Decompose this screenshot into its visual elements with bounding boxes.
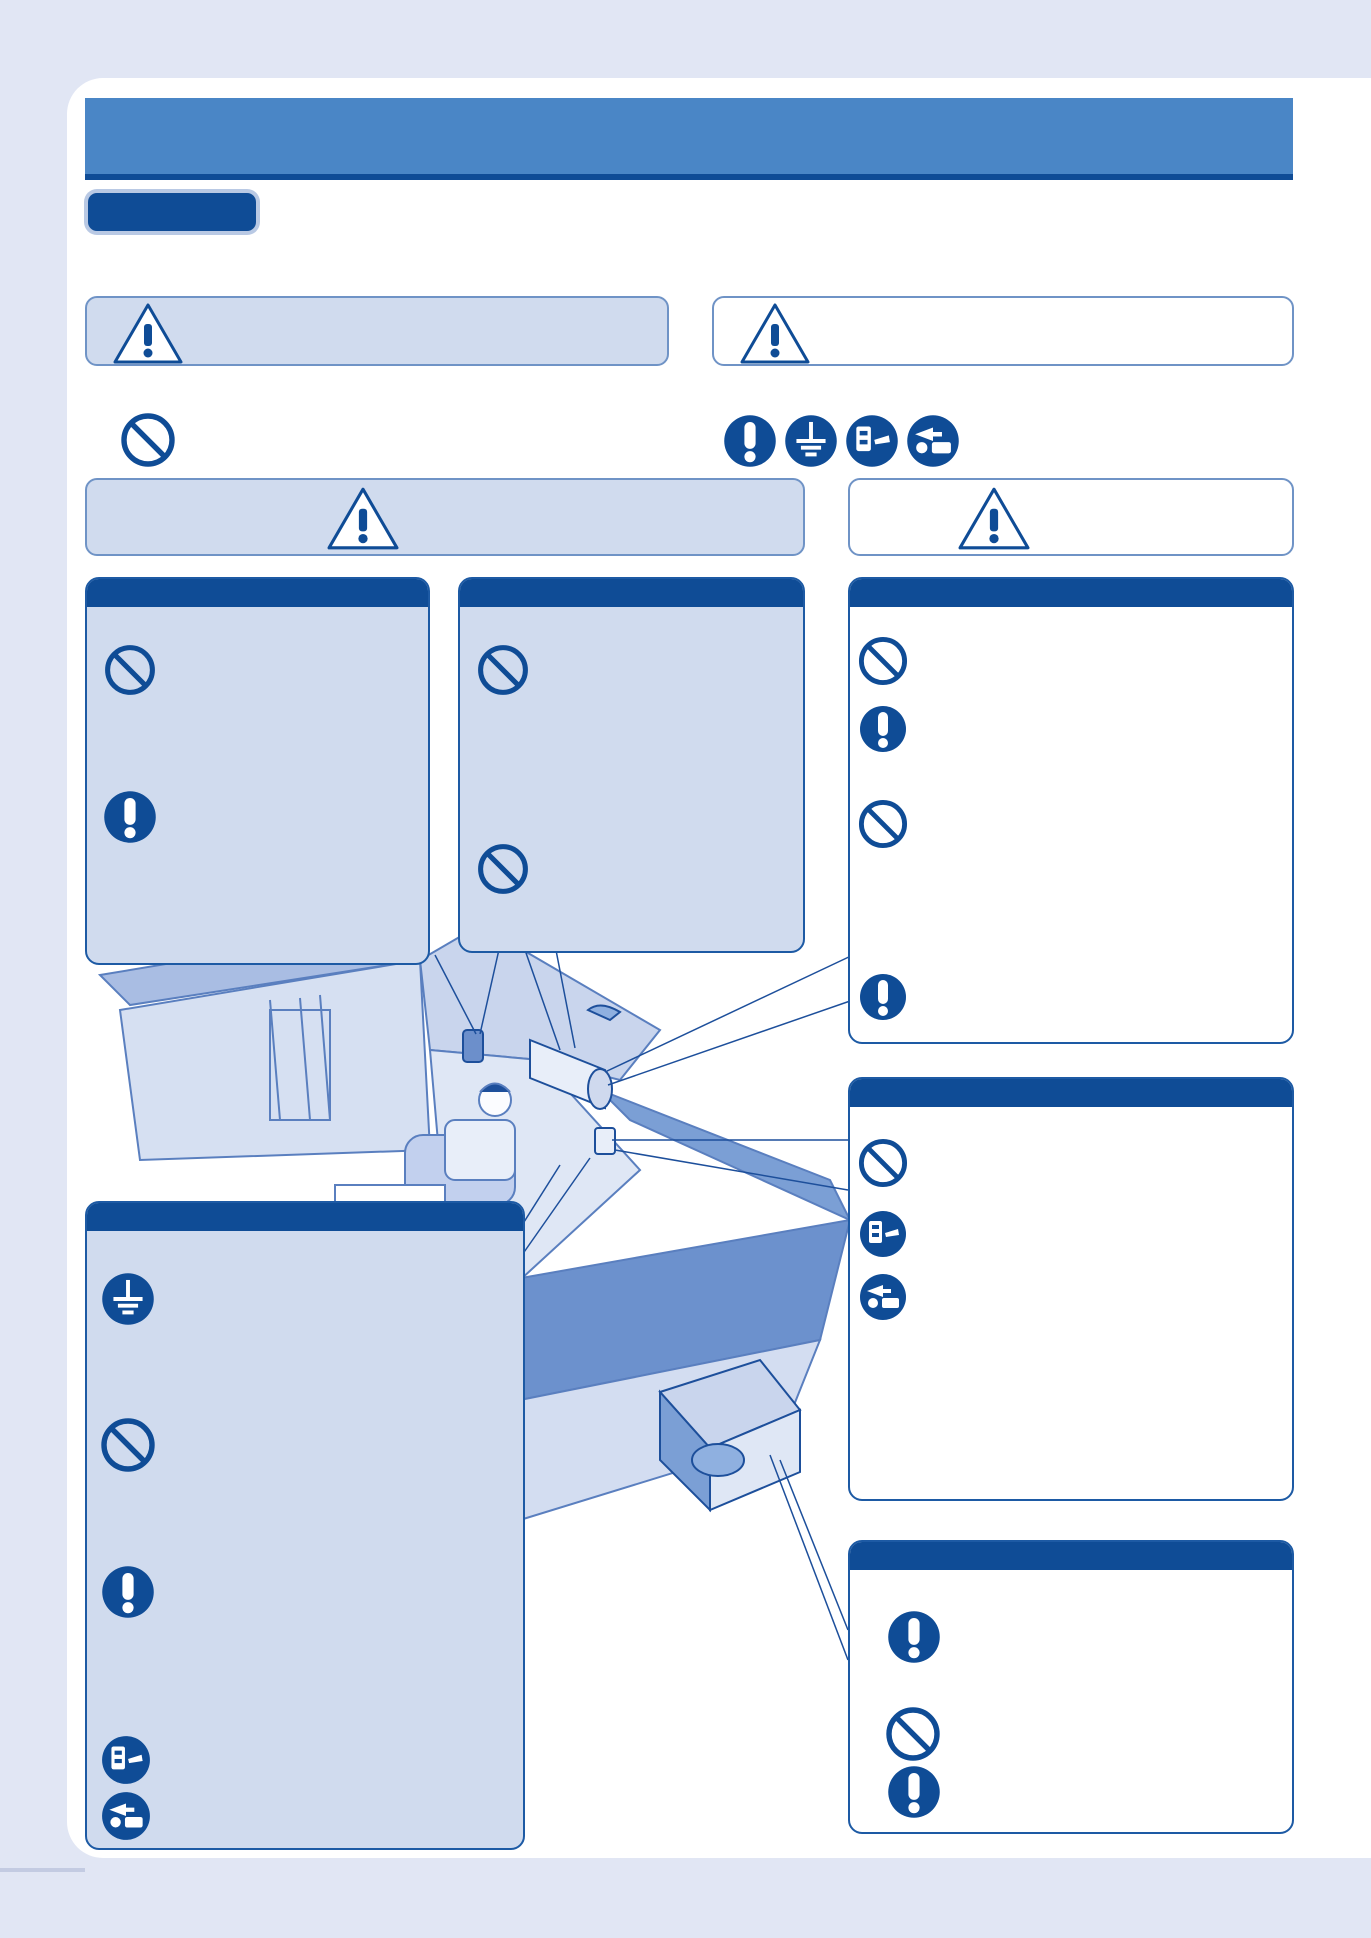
remote-illustration: [463, 1030, 483, 1062]
mandatory-icon: [102, 789, 158, 845]
breaker-off-icon: [100, 1790, 152, 1842]
prohibited-icon: [475, 841, 531, 897]
prohibited-icon: [856, 797, 910, 851]
mandatory-icon: [886, 1764, 942, 1820]
prohibited-icon: [883, 1704, 943, 1764]
panel-header: [87, 579, 428, 607]
prohibited-icon: [475, 642, 531, 698]
panel-header: [460, 579, 803, 607]
mandatory-icon: [858, 972, 908, 1022]
mandatory-icon: [100, 1564, 156, 1620]
prohibited-icon: [856, 1136, 910, 1190]
unplug-icon: [100, 1734, 152, 1786]
panel-outdoor-caution: [848, 1077, 1294, 1501]
prohibited-icon: [102, 642, 158, 698]
prohibited-icon: [856, 634, 910, 688]
panel-header: [850, 1542, 1292, 1570]
panel-header: [87, 1203, 523, 1231]
panel-indoor-unit: [458, 577, 805, 953]
mandatory-icon: [858, 704, 908, 754]
prohibited-icon: [98, 1415, 158, 1475]
panel-remote-control: [85, 577, 430, 965]
wall-outlet-illustration: [595, 1128, 615, 1154]
panel-indoor-caution: [848, 577, 1294, 1044]
breaker-off-icon: [858, 1272, 908, 1322]
panel-outdoor-unit: [848, 1540, 1294, 1834]
panel-header: [850, 1079, 1292, 1107]
unplug-icon: [858, 1209, 908, 1259]
mandatory-icon: [886, 1609, 942, 1665]
earth-ground-icon: [100, 1271, 156, 1327]
panel-header: [850, 579, 1292, 607]
panel-power-supply: [85, 1201, 525, 1850]
